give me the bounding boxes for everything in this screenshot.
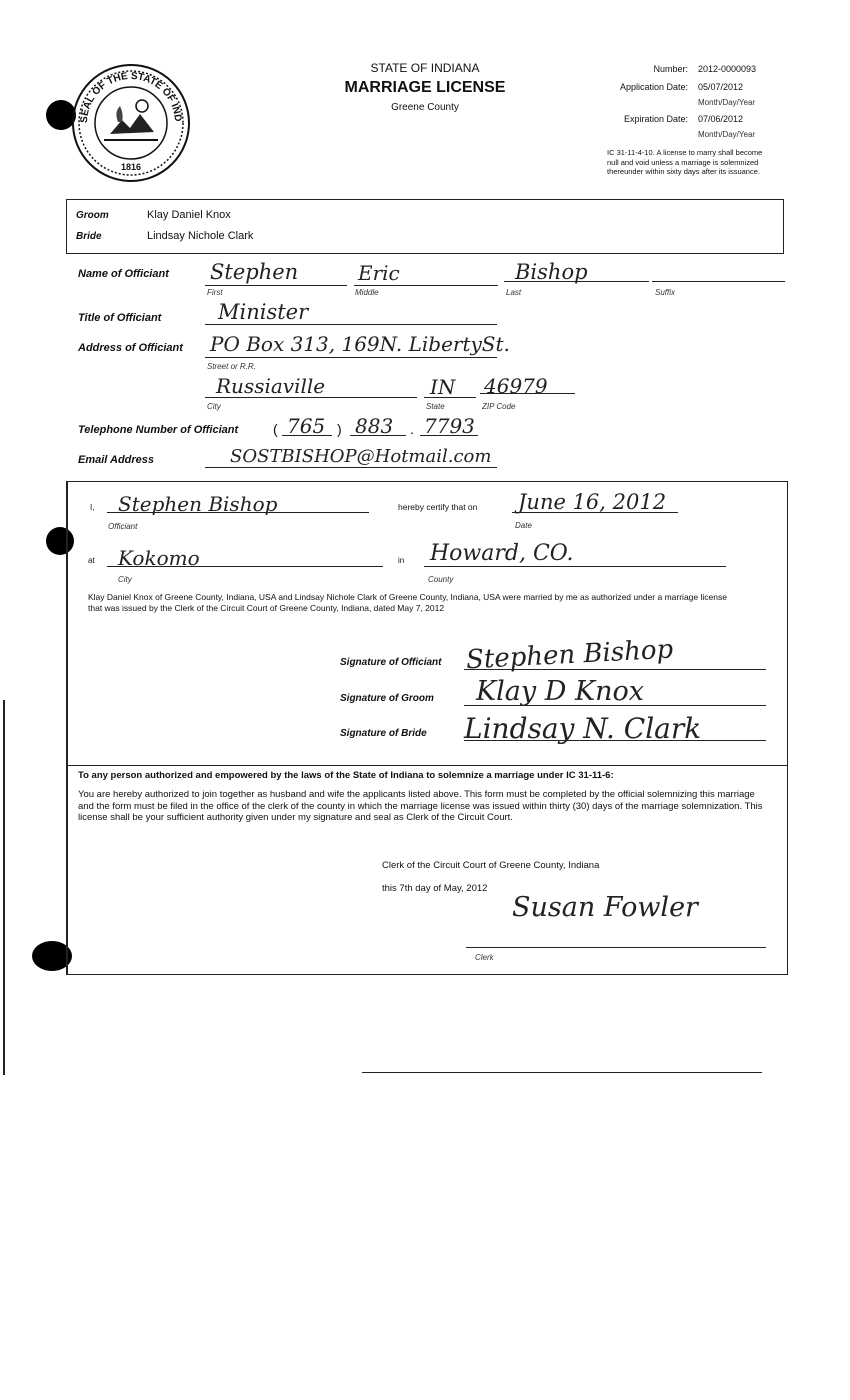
phone-separator: . <box>410 421 414 437</box>
email-line <box>205 467 497 468</box>
bottom-scan-line <box>362 1072 762 1073</box>
scan-edge-line <box>3 700 5 1075</box>
city-line <box>205 397 417 398</box>
first-caption: First <box>207 288 223 297</box>
email-label: Email Address <box>78 454 155 466</box>
suffix-caption: Suffix <box>655 288 676 297</box>
bride-label: Bride <box>76 231 102 242</box>
application-date-label: Application Date: <box>619 82 688 92</box>
phone-open-paren: ( <box>273 421 278 437</box>
number-label: Number: <box>653 64 688 74</box>
county-name: Greene County <box>391 102 459 113</box>
signature-bride-label: Signature of Bride <box>340 728 427 739</box>
signature-bride-line <box>464 740 766 741</box>
state-name: STATE OF INDIANA <box>370 61 480 75</box>
officiant-title-value: Minister <box>218 300 309 324</box>
expiration-date-format: Month/Day/Year <box>698 130 756 139</box>
officiant-name-label: Name of Officiant <box>78 268 169 280</box>
officiant-city: Russiaville <box>216 374 326 398</box>
officiant-title-label: Title of Officiant <box>78 312 162 324</box>
suffix-line <box>652 281 785 282</box>
officiant-last-name: Bishop <box>515 260 588 284</box>
clerk-caption: Clerk <box>475 953 494 962</box>
authorization-heading: To any person authorized and empowered by the laws of the State of Indiana to solemnize a marriage under IC 31-11-6: <box>78 770 614 781</box>
signature-officiant-label: Signature of Officiant <box>340 657 442 668</box>
clerk-signature: Susan Fowler <box>512 892 698 923</box>
officiant-first-name: Stephen <box>210 260 299 284</box>
certificate-divider <box>67 765 787 766</box>
application-date-format: Month/Day/Year <box>698 98 756 107</box>
state-caption: State <box>426 402 445 411</box>
signature-groom: Klay D Knox <box>476 676 645 707</box>
first-name-line <box>205 285 347 286</box>
marriage-city: Kokomo <box>118 546 200 570</box>
parties-box <box>66 199 784 254</box>
authorization-body: You are hereby authorized to join together as husband and wife the applicants listed above. This form must be completed by the official solemnizing this marriage and the form must be filed in the office of the clerk of the county in which the marriage license was issued within thirty (30) days of the marriage solemnization. This license shall be your sufficient authority given under my signature and seal as Clerk of the Circuit Court. <box>78 789 763 823</box>
application-date-value: 05/07/2012 <box>698 82 744 92</box>
phone-area-code: 765 <box>287 414 326 438</box>
seal-ring-text: SEAL OF THE STATE OF IND <box>78 70 184 124</box>
phone-close-paren: ) <box>337 421 342 437</box>
officiant-zip: 46979 <box>484 374 548 398</box>
state-seal <box>70 62 192 184</box>
groom-name: Klay Daniel Knox <box>147 209 231 221</box>
marriage-date-line <box>512 512 678 513</box>
line-number-line <box>420 435 478 436</box>
prefix-line <box>350 435 406 436</box>
officiant-phone-label: Telephone Number of Officiant <box>78 424 239 436</box>
last-name-line <box>504 281 649 282</box>
phone-line-number: 7793 <box>424 414 475 438</box>
city-caption: City <box>207 402 221 411</box>
middle-caption: Middle <box>355 288 379 297</box>
officiant-state: IN <box>430 375 456 399</box>
last-caption: Last <box>506 288 522 297</box>
zip-caption: ZIP Code <box>482 402 516 411</box>
area-code-line <box>282 435 332 436</box>
statute-note: IC 31-11-4-10. A license to marry shall become null and void unless a marriage is solemnized thereunder within sixty days after its issuance. <box>607 148 763 176</box>
certify-text: hereby certify that on <box>398 502 478 512</box>
email-value: SOSTBISHOP@Hotmail.com <box>230 446 492 467</box>
officiant-middle-name: Eric <box>358 261 400 285</box>
marriage-city-line <box>107 566 383 567</box>
signature-groom-line <box>464 705 766 706</box>
city-caption-cert: City <box>118 575 132 584</box>
officiant-street: PO Box 313, 169N. LibertySt. <box>210 332 510 356</box>
clerk-title-line: Clerk of the Circuit Court of Greene County, Indiana <box>382 860 600 871</box>
expiration-date-label: Expiration Date: <box>623 114 688 124</box>
marriage-county-line <box>424 566 726 567</box>
signature-officiant-line <box>464 669 766 670</box>
state-line <box>424 397 476 398</box>
number-value: 2012-0000093 <box>698 64 757 74</box>
signature-officiant: Stephen Bishop <box>465 634 674 676</box>
clerk-signature-line <box>466 947 766 948</box>
groom-label: Groom <box>76 210 109 221</box>
officiant-caption: Officiant <box>108 522 138 531</box>
street-line <box>205 357 497 358</box>
certifying-officiant-line <box>107 512 369 513</box>
document-title: MARRIAGE LICENSE <box>344 79 506 96</box>
marriage-statement: Klay Daniel Knox of Greene County, Indiana, USA and Lindsay Nichole Clark of Greene County, Indiana, USA were married by me as authorized under a marriage license that was issued by the Clerk of the Circuit Court of Greene County, Indiana, dated May 7, 2012 <box>88 592 727 613</box>
expiration-date-value: 07/06/2012 <box>698 114 744 124</box>
in-label: in <box>398 556 405 565</box>
i-label: I, <box>90 503 95 512</box>
county-caption: County <box>428 575 454 584</box>
phone-prefix: 883 <box>355 414 394 438</box>
signature-groom-label: Signature of Groom <box>340 693 434 704</box>
at-label: at <box>88 556 95 565</box>
marriage-date: June 16, 2012 <box>518 490 667 514</box>
date-caption: Date <box>515 521 532 530</box>
middle-name-line <box>354 285 498 286</box>
officiant-address-label: Address of Officiant <box>78 342 183 354</box>
certifying-officiant: Stephen Bishop <box>118 492 278 516</box>
seal-year: 1816 <box>120 162 142 172</box>
bride-name: Lindsay Nichole Clark <box>147 230 254 242</box>
title-line <box>205 324 497 325</box>
street-caption: Street or R.R. <box>207 362 256 371</box>
clerk-date-line: this 7th day of May, 2012 <box>382 883 488 894</box>
marriage-county: Howard, CO. <box>430 541 574 566</box>
zip-line <box>480 393 575 394</box>
signature-bride: Lindsay N. Clark <box>464 712 702 745</box>
